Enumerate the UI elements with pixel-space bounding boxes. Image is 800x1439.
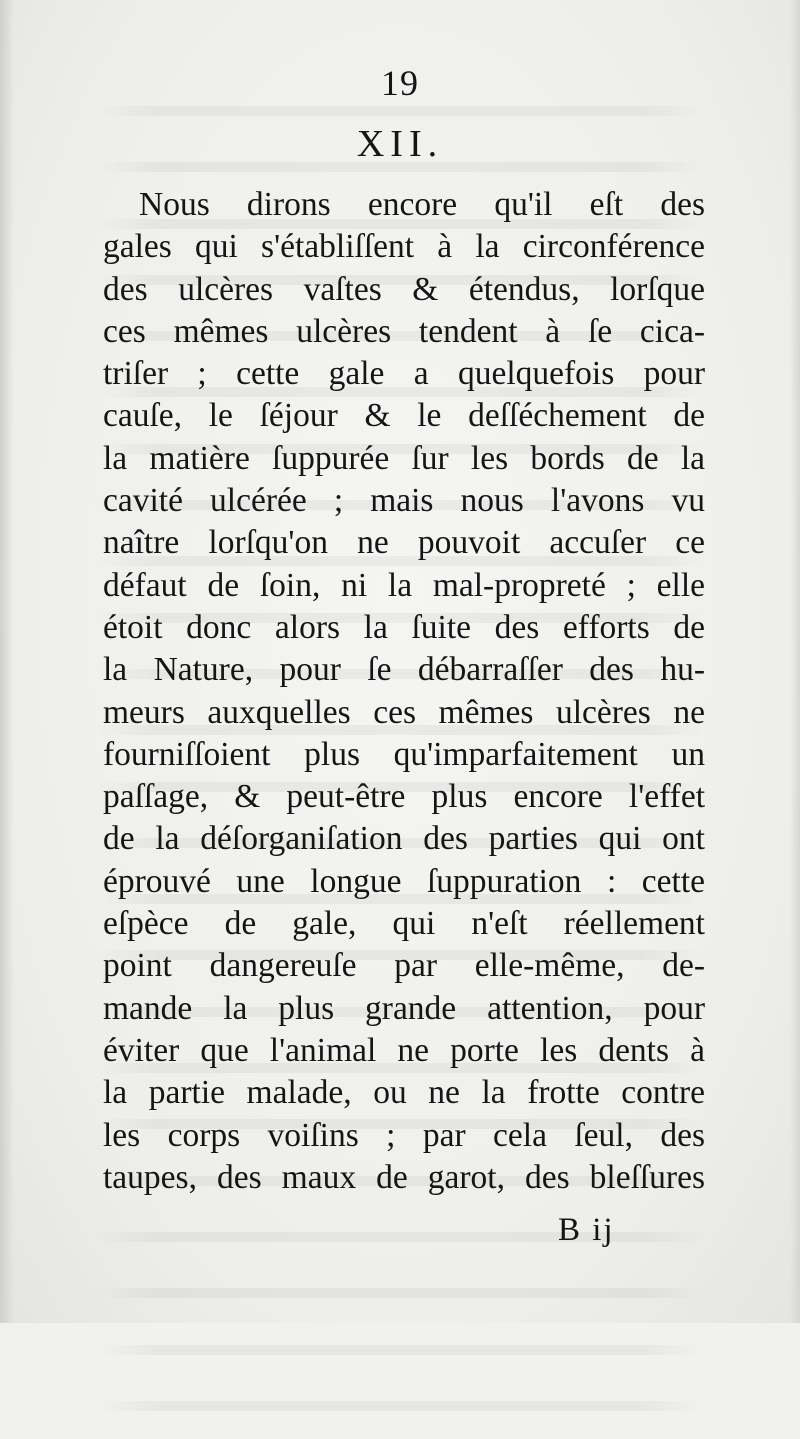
page-edge-shadow-right — [790, 0, 800, 1323]
text-line: Nous dirons encore qu'il eſt des — [139, 186, 705, 223]
text-line: fourniſſoient plus qu'imparfaitement un — [103, 735, 705, 773]
text-line: cauſe, le ſéjour & le deſſéchement de — [103, 397, 705, 435]
text-line: mande la plus grande attention, pour — [103, 989, 705, 1027]
text-line: cavité ulcérée ; mais nous l'avons vu — [103, 482, 705, 520]
text-line: ces mêmes ulcères tendent à ſe cica- — [103, 312, 705, 350]
page-number: 19 — [381, 63, 419, 103]
text-line: point dangereuſe par elle-même, de- — [103, 947, 705, 985]
signature-mark: B ij — [558, 1212, 615, 1248]
text-line: les corps voiſins ; par cela ſeul, des — [103, 1116, 705, 1154]
text-line: gales qui s'établiſſent à la circonférence — [103, 228, 705, 266]
text-line: éviter que l'animal ne porte les dents à — [103, 1031, 705, 1069]
text-line: de la déſorganiſation des parties qui ont — [103, 820, 705, 858]
text-line: triſer ; cette gale a quelquefois pour — [103, 355, 705, 393]
text-line: la Nature, pour ſe débarraſſer des hu- — [103, 651, 705, 689]
text-line: eſpèce de gale, qui n'eſt réellement — [103, 905, 705, 943]
text-line: la matière ſuppurée ſur les bords de la — [103, 439, 705, 477]
page-edge-shadow-left — [0, 0, 14, 1323]
text-line: meurs auxquelles ces mêmes ulcères ne — [103, 693, 705, 731]
text-line: paſſage, & peut-être plus encore l'effet — [103, 778, 705, 816]
text-line: des ulcères vaſtes & étendus, lorſque — [103, 270, 705, 308]
text-line: défaut de ſoin, ni la mal-propreté ; elle — [103, 566, 705, 604]
body-paragraph — [103, 184, 705, 1199]
text-line: naître lorſqu'on ne pouvoit accuſer ce — [103, 524, 705, 562]
text-line: éprouvé une longue ſuppuration : cette — [103, 862, 705, 900]
text-line: taupes, des maux de garot, des bleſſures — [103, 1158, 705, 1196]
section-heading: XII. — [356, 123, 444, 165]
text-line: la partie malade, ou ne la frotte contre — [103, 1074, 705, 1112]
text-line: étoit donc alors la ſuite des efforts de — [103, 608, 705, 646]
